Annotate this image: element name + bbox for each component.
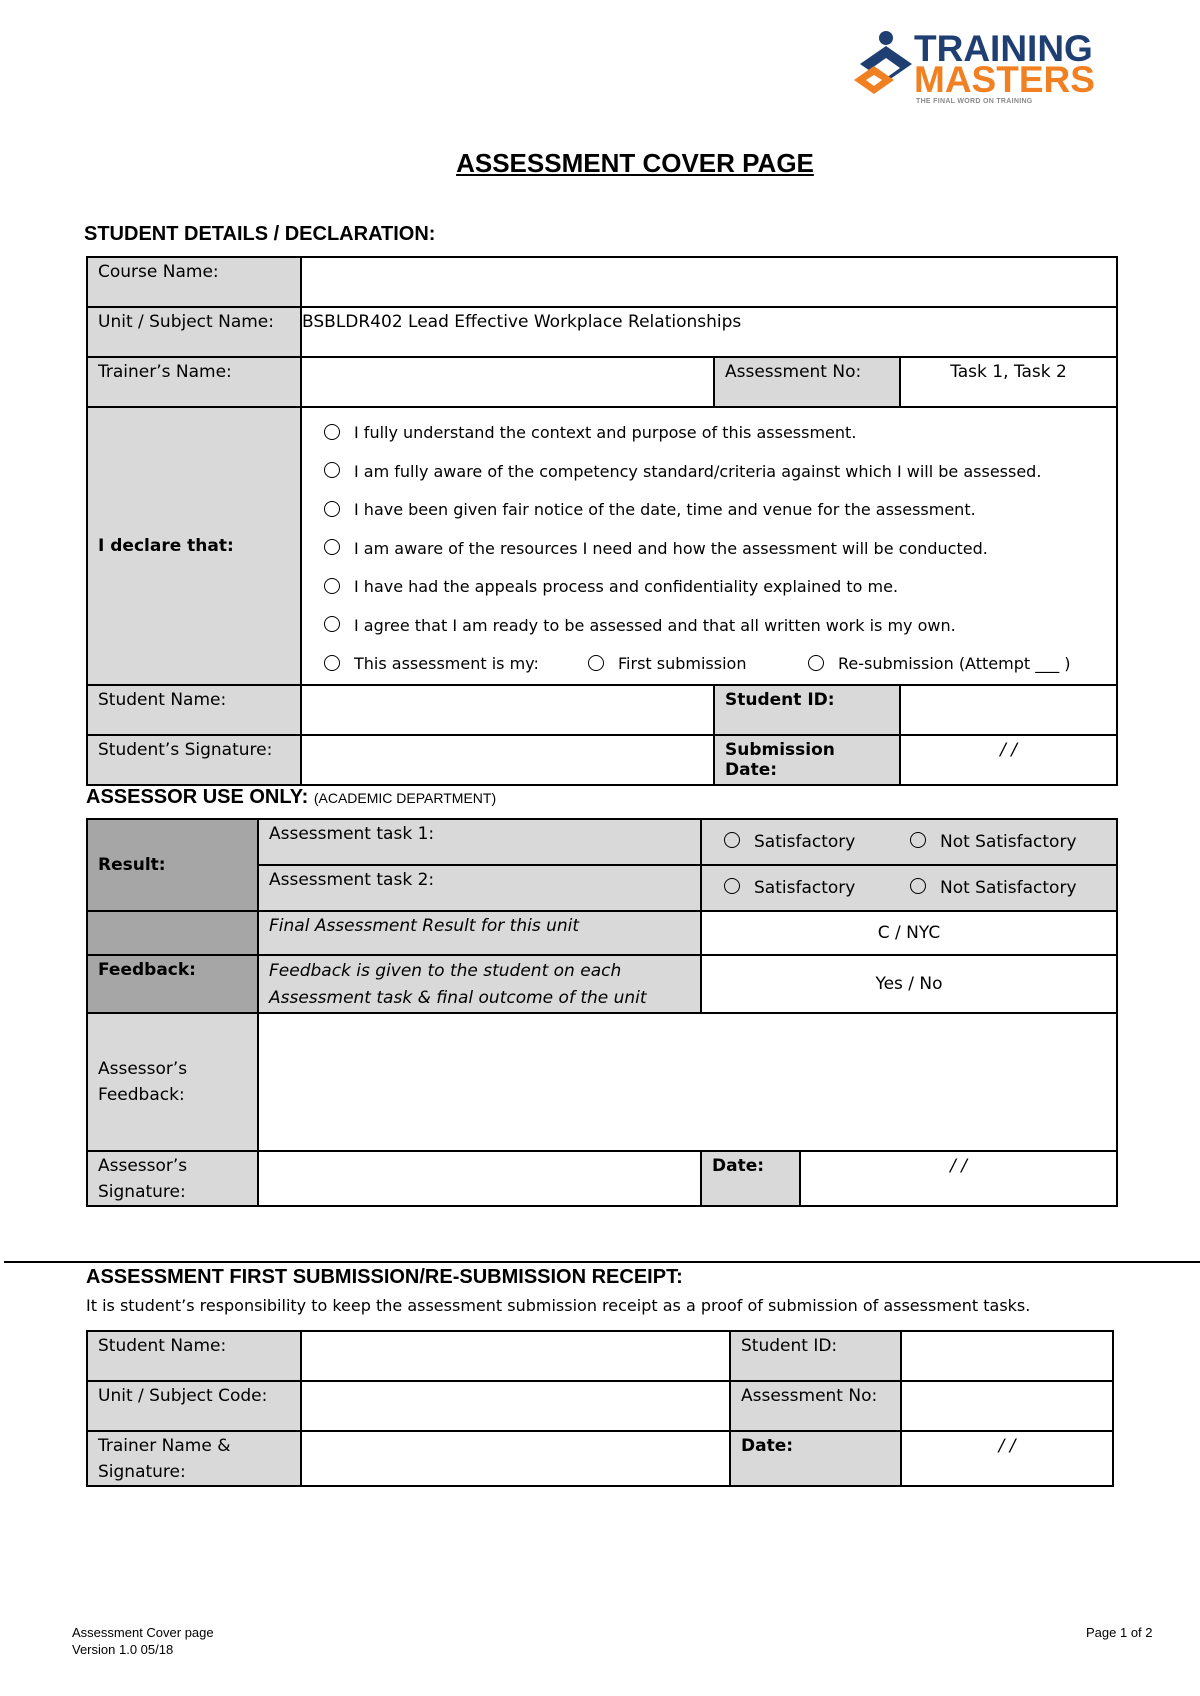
task1-satisfactory-radio[interactable]: [724, 832, 740, 848]
course-name-field[interactable]: [301, 257, 1117, 307]
final-result-label: Final Assessment Result for this unit: [258, 911, 701, 955]
receipt-assessment-no-label: Assessment No:: [730, 1381, 901, 1431]
course-name-label: Course Name:: [87, 257, 301, 307]
declaration-item: I agree that I am ready to be assessed and that all written work is my own.: [324, 607, 1116, 646]
radio-button[interactable]: [324, 539, 340, 555]
receipt-unit-code-label: Unit / Subject Code:: [87, 1381, 301, 1431]
student-details-table: [86, 256, 1118, 786]
student-name-field[interactable]: [301, 685, 714, 735]
declare-label: I declare that:: [87, 407, 301, 685]
task2-satisfactory-radio[interactable]: [724, 878, 740, 894]
logo-mark-icon: [846, 30, 914, 102]
receipt-trainer-field[interactable]: [301, 1431, 730, 1486]
first-submission-radio[interactable]: [588, 655, 604, 671]
task1-label: Assessment task 1:: [258, 819, 701, 865]
radio-button[interactable]: [324, 424, 340, 440]
student-id-field[interactable]: [900, 685, 1117, 735]
feedback-given-value[interactable]: Yes / No: [701, 955, 1117, 1013]
assessor-date-label: Date:: [701, 1151, 800, 1206]
training-masters-logo: [846, 30, 1136, 108]
radio-button[interactable]: [324, 655, 340, 671]
page-title: ASSESSMENT COVER PAGE: [456, 148, 814, 178]
receipt-trainer-label: Trainer Name & Signature:: [87, 1431, 301, 1486]
task2-result: Satisfactory Not Satisfactory: [701, 865, 1117, 911]
submission-type-row: This assessment is my: First submission Re-submission (Attempt ___ ): [324, 645, 1116, 684]
final-result-value[interactable]: C / NYC: [701, 911, 1117, 955]
radio-button[interactable]: [324, 501, 340, 517]
footer-left: Assessment Cover page Version 1.0 05/18: [72, 1625, 214, 1657]
declaration-item: I have had the appeals process and confidentiality explained to me.: [324, 568, 1116, 607]
radio-button[interactable]: [324, 616, 340, 632]
unit-name-label: Unit / Subject Name:: [87, 307, 301, 357]
task1-result: Satisfactory Not Satisfactory: [701, 819, 1117, 865]
receipt-student-name-label: Student Name:: [87, 1331, 301, 1381]
assessment-no-value: Task 1, Task 2: [900, 357, 1117, 407]
receipt-student-id-label: Student ID:: [730, 1331, 901, 1381]
result-label: Result:: [87, 819, 258, 911]
assessor-signature-label: Assessor’s Signature:: [87, 1151, 258, 1206]
receipt-unit-code-field[interactable]: [301, 1381, 730, 1431]
task2-not-satisfactory-radio[interactable]: [910, 878, 926, 894]
logo-text-masters: MASTERS: [914, 59, 1095, 100]
resubmission-radio[interactable]: [808, 655, 824, 671]
radio-button[interactable]: [324, 462, 340, 478]
assessment-no-label: Assessment No:: [714, 357, 900, 407]
trainer-name-label: Trainer’s Name:: [87, 357, 301, 407]
section-divider: [4, 1261, 1200, 1263]
student-signature-field[interactable]: [301, 735, 714, 785]
assessor-feedback-label: Assessor’s Feedback:: [87, 1013, 258, 1151]
student-name-label: Student Name:: [87, 685, 301, 735]
trainer-name-field[interactable]: [301, 357, 714, 407]
task2-label: Assessment task 2:: [258, 865, 701, 911]
assessor-section-subheading: (ACADEMIC DEPARTMENT): [313, 790, 497, 806]
unit-name-field[interactable]: BSBLDR402 Lead Effective Workplace Relationships: [301, 307, 1117, 357]
receipt-table: [86, 1330, 1114, 1487]
declaration-item: I fully understand the context and purpose of this assessment.: [324, 414, 1116, 453]
assessor-signature-field[interactable]: [258, 1151, 701, 1206]
receipt-student-id-field[interactable]: [901, 1331, 1113, 1381]
assessor-table: [86, 818, 1118, 1207]
declaration-item: I have been given fair notice of the date, time and venue for the assessment.: [324, 491, 1116, 530]
student-section-heading: STUDENT DETAILS / DECLARATION:: [84, 223, 436, 245]
assessor-date-field[interactable]: / /: [800, 1151, 1117, 1206]
assessor-section-heading: ASSESSOR USE ONLY: (ACADEMIC DEPARTMENT): [86, 786, 497, 808]
receipt-date-label: Date:: [730, 1431, 901, 1486]
feedback-description: Feedback is given to the student on each Assessment task & final outcome of the unit: [258, 955, 701, 1013]
receipt-student-name-field[interactable]: [301, 1331, 730, 1381]
result-label-ext: [87, 911, 258, 955]
submission-date-label: Submission Date:: [714, 735, 900, 785]
submission-date-field[interactable]: / /: [900, 735, 1117, 785]
declaration-item: I am fully aware of the competency standard/criteria against which I will be assessed.: [324, 453, 1116, 492]
assessor-feedback-field[interactable]: [258, 1013, 1117, 1151]
feedback-label: Feedback:: [87, 955, 258, 1013]
declarations-cell: [301, 407, 1117, 685]
receipt-assessment-no-field[interactable]: [901, 1381, 1113, 1431]
student-id-label: Student ID:: [714, 685, 900, 735]
receipt-section-heading: ASSESSMENT FIRST SUBMISSION/RE-SUBMISSION RECEIPT:: [86, 1266, 683, 1288]
logo-text-training: TRAINING: [914, 28, 1093, 69]
task1-not-satisfactory-radio[interactable]: [910, 832, 926, 848]
logo-tagline: THE FINAL WORD ON TRAINING: [916, 98, 1033, 105]
radio-button[interactable]: [324, 578, 340, 594]
declaration-list: [324, 414, 1116, 684]
page-number: Page 1 of 2: [1086, 1625, 1153, 1640]
receipt-note: It is student’s responsibility to keep the assessment submission receipt as a proof of submission of assessment tasks.: [86, 1296, 1031, 1315]
receipt-date-field[interactable]: / /: [901, 1431, 1113, 1486]
student-signature-label: Student’s Signature:: [87, 735, 301, 785]
declaration-item: I am aware of the resources I need and how the assessment will be conducted.: [324, 530, 1116, 569]
